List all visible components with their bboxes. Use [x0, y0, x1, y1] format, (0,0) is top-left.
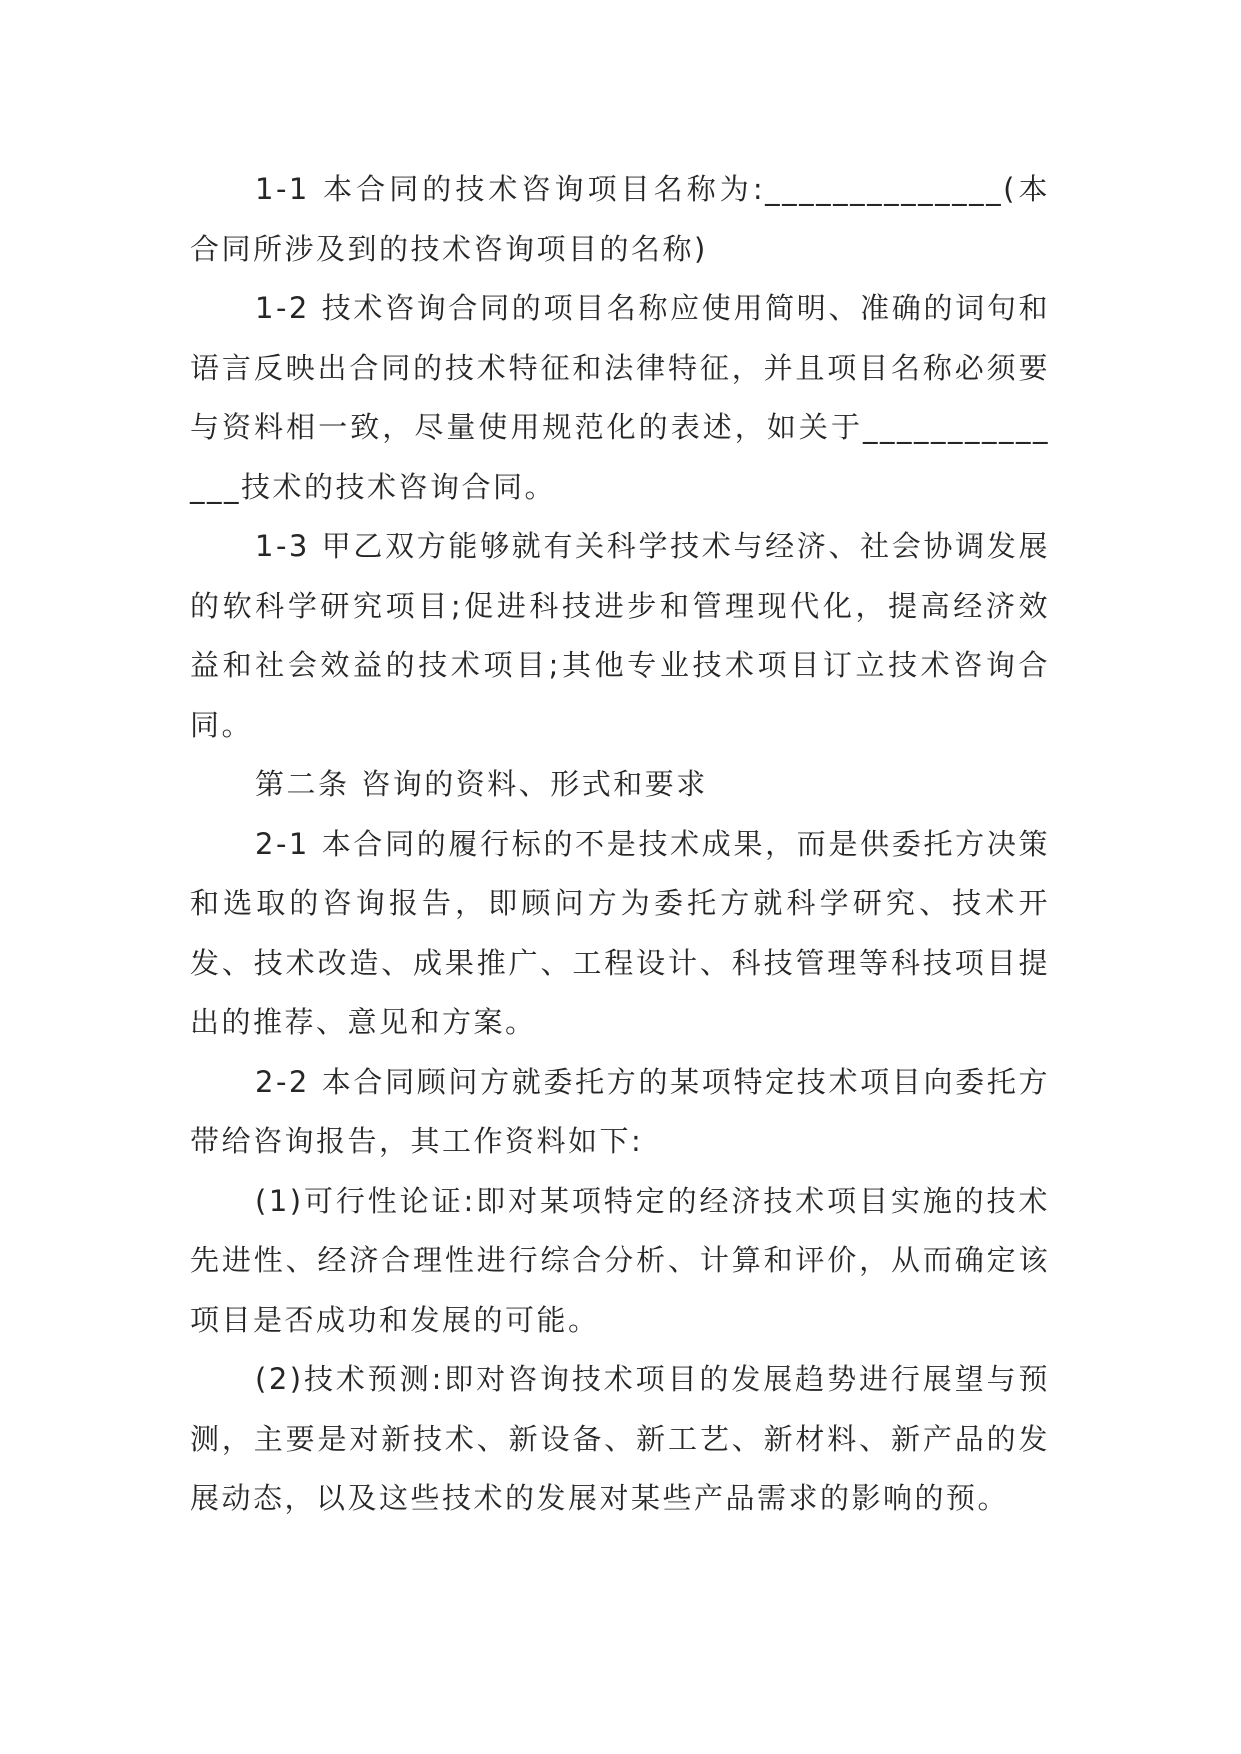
paragraph-1-2: 1-2 技术咨询合同的项目名称应使用简明、准确的词句和语言反映出合同的技术特征和法律特征，并且项目名称必须要与资料相一致，尽量使用规范化的表述，如关于______________技术的技术咨询合同。 — [190, 291, 1050, 504]
paragraph-2-1: 2-1 本合同的履行标的不是技术成果，而是供委托方决策和选取的咨询报告，即顾问方为委托方就科学研究、技术开发、技术改造、成果推广、工程设计、科技管理等科技项目提出的推荐、意见和方案。 — [190, 826, 1050, 1039]
paragraph-2-2: 2-2 本合同顾问方就委托方的某项特定技术项目向委托方带给咨询报告，其工作资料如下: — [190, 1064, 1050, 1158]
section-heading-article-2: 第二条 咨询的资料、形式和要求 — [255, 767, 708, 801]
document-body — [190, 160, 1050, 1529]
paragraph-1-3: 1-3 甲乙双方能够就有关科学技术与经济、社会协调发展的软科学研究项目;促进科技进步和管理现代化，提高经济效益和社会效益的技术项目;其他专业技术项目订立技术咨询合同。 — [190, 529, 1050, 742]
list-item-feasibility: (1)可行性论证:即对某项特定的经济技术项目实施的技术先进性、经济合理性进行综合分析、计算和评价，从而确定该项目是否成功和发展的可能。 — [190, 1183, 1050, 1337]
paragraph-1-1: 1-1 本合同的技术咨询项目名称为:______________(本合同所涉及到的技术咨询项目的名称) — [190, 172, 1050, 266]
list-item-forecast: (2)技术预测:即对咨询技术项目的发展趋势进行展望与预测，主要是对新技术、新设备、新工艺、新材料、新产品的发展动态，以及这些技术的发展对某些产品需求的影响的预。 — [190, 1362, 1050, 1515]
